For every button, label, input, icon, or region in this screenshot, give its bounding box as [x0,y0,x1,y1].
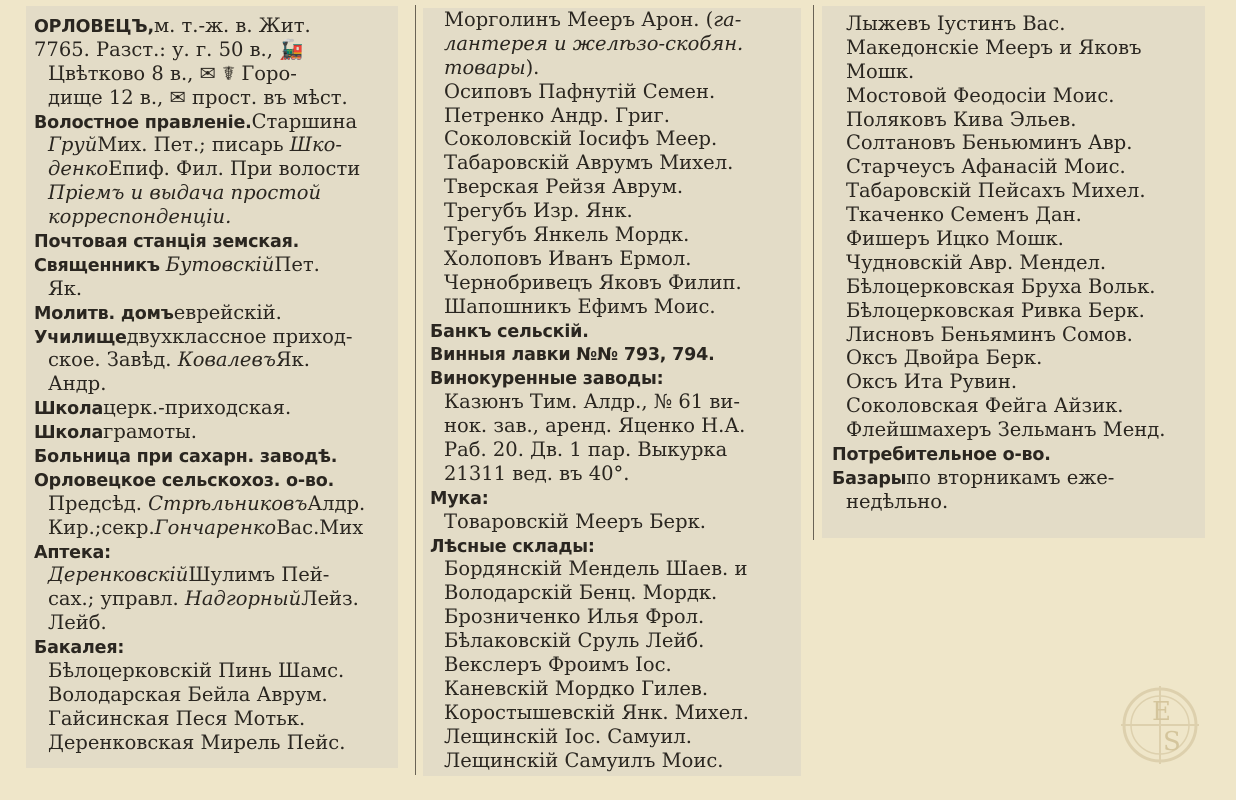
text-run: Орловецкое сельскохоз. о-во. [34,470,335,491]
text-run: га- [713,8,742,31]
directory-column-1 [26,6,398,768]
directory-line [430,390,797,414]
text-run: Школа [34,423,104,444]
directory-line [34,659,394,683]
text-run: Мих. Пет.; писарь [97,133,290,157]
text-run: Товаровскій Мееръ Берк. [444,509,706,533]
text-run: Каневскій Мордко Гилев. [444,676,709,700]
directory-line [430,462,797,486]
directory-line [430,295,797,319]
directory-line [430,32,797,56]
directory-line [430,605,797,629]
directory-line [430,725,797,749]
text-run: Старчеусъ Афанасій Моис. [846,155,1126,179]
directory-line [34,86,394,110]
directory-line [34,420,394,444]
directory-line [34,325,394,349]
directory-line [430,677,797,701]
directory-line [34,540,394,564]
directory-line [832,131,1201,155]
directory-line [34,301,394,325]
text-run: Ковалевъ [177,348,276,372]
text-run: денко [48,157,109,181]
text-run: Векслеръ Фроимъ Іос. [444,653,672,677]
directory-line [430,653,797,677]
directory-line [832,394,1201,418]
text-run: Як. [275,348,310,372]
text-run: Волостное правленіе. [34,112,252,133]
directory-line [34,110,394,134]
directory-line [34,492,394,516]
text-run: Кир.;секр. [48,515,155,539]
text-run: двухклассное приход- [126,324,353,348]
directory-line [430,104,797,128]
directory-line [430,749,797,773]
es-stamp-logo [1119,684,1201,766]
text-run: Базары [832,468,907,489]
text-run: Больница при сахарн. заводѣ. [34,447,338,468]
text-run: еврейскій. [173,300,282,324]
text-run: 7765. Разст.: у. г. 50 в., 🚂 [34,37,304,61]
directory-line [832,108,1201,132]
text-run: ское. Завѣд. [48,348,178,372]
directory-line [34,611,394,635]
text-run: Винокуренные заводы: [430,369,664,390]
directory-line [832,299,1201,323]
text-run: церк.-приходская. [103,396,292,420]
text-run: м. т.-ж. в. Жит. [153,14,311,37]
text-run: Молитв. домъ [34,303,174,324]
directory-line [832,155,1201,179]
directory-line [34,62,394,86]
text-run: Шулимъ Пей- [188,563,330,587]
text-run: Бѣлоцерковская Бруха Вольк. [846,274,1156,298]
directory-line [34,444,394,468]
directory-line [34,563,394,587]
directory-line [832,323,1201,347]
directory-line [832,490,1201,514]
directory-line [832,275,1201,299]
directory-line [430,247,797,271]
directory-line [34,133,394,157]
directory-line [34,14,394,38]
text-run: Брозниченко Илья Фрол. [444,605,705,629]
text-run: Винныя лавки №№ 793, 794. [430,345,715,366]
text-run: товары [444,55,526,79]
text-run: Македонскіе Мееръ и Яковъ [846,35,1142,59]
text-run: Трегубъ Изр. Янк. [444,199,633,223]
text-run: Деренковскій [48,563,189,587]
text-run: Почтовая станція земская. [34,232,300,253]
directory-line [430,271,797,295]
text-run: Чудновскій Авр. Мендел. [846,250,1107,274]
text-run: Солтановъ Беньюминъ Авр. [846,131,1133,155]
directory-line [832,84,1201,108]
text-run: нок. зав., аренд. Яценко Н.А. [444,414,746,438]
text-run: Лисновъ Беньяминъ Сомов. [846,322,1133,346]
directory-line [34,516,394,540]
text-run: дище 12 в., ✉ прост. въ мѣст. [48,85,348,109]
directory-line [832,466,1201,490]
directory-line [430,510,797,534]
directory-line [430,8,797,32]
text-run: по вторникамъ еже- [906,465,1115,489]
text-run: Флейшмахеръ Зельманъ Менд. [846,418,1166,442]
svg-text:S: S [1163,727,1181,757]
text-run: Бѣлоцерковская Ривка Берк. [846,298,1145,322]
text-run: Гончаренко [154,515,277,539]
text-run: Фишеръ Ицко Мошк. [846,227,1064,251]
text-run: недѣльно. [846,489,949,513]
text-run: сах.; управл. [48,587,185,611]
text-run: Вас.Мих [276,515,364,539]
directory-line [832,179,1201,203]
text-run: Казюнъ Тим. Алдр., № 61 ви- [444,390,740,414]
text-run: Соколовскій Іосифъ Меер. [444,127,718,151]
text-run: Стрѣльниковъ [148,491,308,515]
text-run: Груй [48,133,98,157]
directory-line [34,707,394,731]
text-run: Старшина [251,109,358,133]
text-run: Раб. 20. Дв. 1 пар. Выкурка [444,438,728,462]
text-run: Андр. [48,372,107,396]
directory-line [430,438,797,462]
directory-line [34,205,394,229]
text-run: Табаровскій Аврумъ Михел. [444,151,734,175]
directory-line [430,127,797,151]
directory-line [832,346,1201,370]
svg-text:E: E [1152,697,1171,727]
text-run: Потребительное о-во. [832,445,1051,466]
text-run: Банкъ сельскій. [430,321,589,342]
text-run: Табаровскій Пейсахъ Михел. [846,179,1146,203]
directory-line [430,414,797,438]
text-run: Пріемъ и выдача простой [48,181,322,205]
directory-line [430,581,797,605]
column-divider [415,5,416,775]
directory-line [34,38,394,62]
text-run: Шко- [289,133,342,157]
text-run: Лейз. [301,587,359,611]
text-run: ). [525,55,540,79]
directory-line [34,396,394,420]
directory-line [34,683,394,707]
directory-line [430,557,797,581]
text-run: Ткаченко Семенъ Дан. [846,203,1082,227]
directory-line [832,227,1201,251]
text-run: Лейб. [48,611,107,635]
text-run: Лѣсные склады: [430,536,595,557]
directory-line [430,629,797,653]
directory-line [430,80,797,104]
text-run: Деренковская Мирель Пейс. [48,730,346,754]
text-run: Школа [34,399,104,420]
text-run: Холоповъ Иванъ Ермол. [444,246,692,270]
text-run: Предсѣд. [48,491,149,515]
directory-line [34,635,394,659]
directory-line [34,229,394,253]
directory-line [832,418,1201,442]
text-run: Мошк. [846,59,915,83]
text-run: Гайсинская Песя Мотьк. [48,706,306,730]
directory-line [832,251,1201,275]
text-run: Оксъ Ита Рувин. [846,370,1018,394]
directory-line [430,366,797,390]
text-run: Лещинскій Іос. Самуил. [444,724,693,748]
text-run: Соколовская Фейга Айзик. [846,394,1124,418]
directory-line [34,277,394,301]
text-run: ОРЛОВЕЦЪ, [34,17,154,37]
directory-line [34,731,394,755]
directory-line [34,253,394,277]
text-run: Бакалея: [34,638,125,659]
directory-line [430,534,797,558]
directory-line [430,151,797,175]
text-run: Як. [48,276,83,300]
directory-line [34,587,394,611]
text-run: Володарскій Бенц. Мордк. [444,581,718,605]
text-run: Мостовой Феодосіи Моис. [846,83,1115,107]
text-run: Священникъ [34,255,166,276]
text-run: Оксъ Двойра Берк. [846,346,1043,370]
directory-line [430,223,797,247]
text-run: грамоты. [103,420,197,444]
text-run: Осиповъ Пафнутій Семен. [444,79,716,103]
text-run: Трегубъ Янкель Мордк. [444,223,690,247]
directory-column-2 [423,8,801,776]
text-run: Аптека: [34,542,111,563]
column-divider [813,5,814,540]
text-run: лантерея и желѣзо-скобян. [444,31,744,55]
text-run: Петренко Андр. Григ. [444,103,670,127]
text-run: корреспонденціи. [48,205,232,229]
text-run: Бѣлоцерковскій Пинь Шамс. [48,659,345,683]
directory-line [34,372,394,396]
directory-line [430,56,797,80]
text-run: Лыжевъ Іустинъ Вас. [846,12,1066,35]
text-run: Коростышевскій Янк. Михел. [444,700,749,724]
directory-line [430,319,797,343]
text-run: Мука: [430,488,489,509]
directory-line [430,199,797,223]
text-run: Поляковъ Кива Эльев. [846,107,1077,131]
directory-line [832,36,1201,60]
text-run: Лещинскій Самуилъ Моис. [444,748,724,772]
directory-column-3 [822,6,1205,538]
text-run: Чернобривецъ Яковъ Филип. [444,270,742,294]
directory-line [34,468,394,492]
text-run: Цвѣтково 8 в., ✉ ☤ Горо- [48,61,297,85]
text-run: Надгорный [184,587,302,611]
directory-line [430,342,797,366]
text-run: Бутовскій [165,252,275,276]
directory-line [430,486,797,510]
directory-line [832,370,1201,394]
directory-line [832,12,1201,36]
directory-line [34,181,394,205]
text-run: Бордянскій Мендель Шаев. и [444,557,748,581]
directory-line [34,348,394,372]
text-run: Алдр. [307,491,366,515]
text-run: Володарская Бейла Аврум. [48,682,328,706]
directory-line [832,203,1201,227]
text-run: Тверская Рейзя Аврум. [444,175,684,199]
text-run: Морголинъ Мееръ Арон. ( [444,8,714,31]
directory-line [34,157,394,181]
directory-line [430,701,797,725]
text-run: 21311 вед. въ 40°. [444,461,630,485]
text-run: Шапошникъ Ефимъ Моис. [444,294,716,318]
text-run: Бѣлаковскій Сруль Лейб. [444,629,705,653]
directory-line [430,175,797,199]
text-run: Пет. [274,252,320,276]
text-run: Епиф. Фил. При волости [108,157,361,181]
directory-line [832,60,1201,84]
text-run: Училище [34,327,127,348]
directory-line [832,442,1201,466]
